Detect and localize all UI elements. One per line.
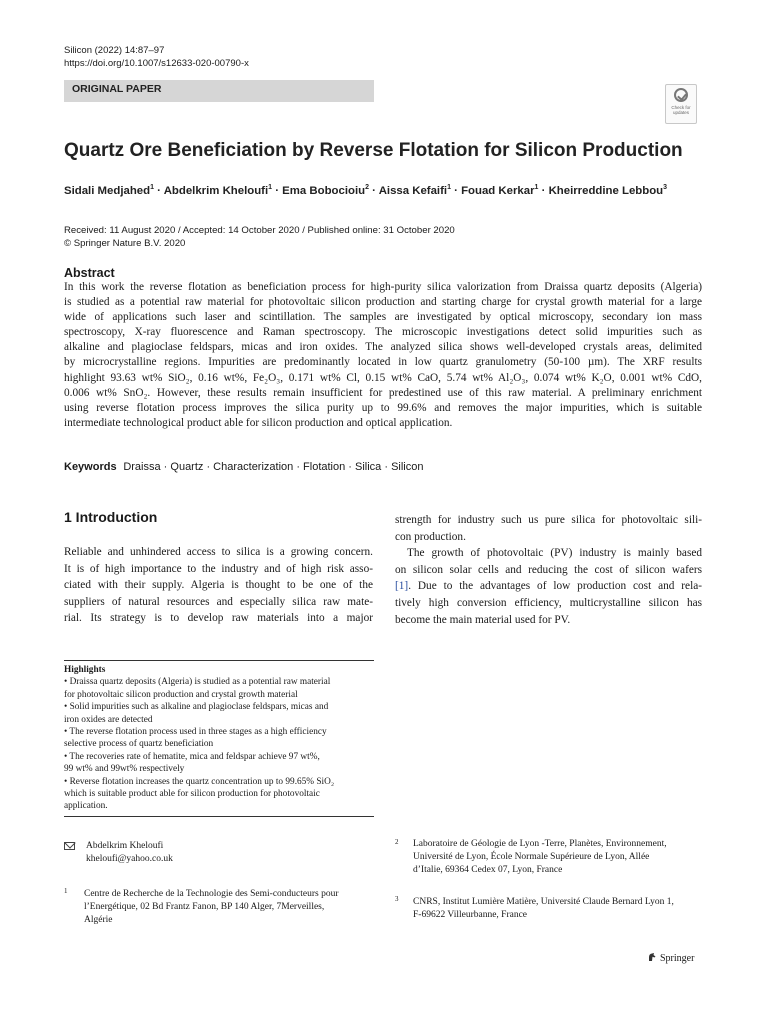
publisher-name: Springer — [660, 953, 695, 964]
author-name[interactable]: Ema Bobocioiu — [282, 184, 366, 197]
author-affiliation-mark: 1 — [534, 184, 539, 191]
doi-link[interactable]: https://doi.org/10.1007/s12633-020-00790-x — [64, 58, 249, 69]
highlight-line: • Draissa quartz deposits (Algeria) is studied as a potential raw material — [64, 677, 331, 688]
abstract-line: intermediate technological product able for silicon production and optical application. — [64, 416, 453, 429]
author-name[interactable]: Kheirreddine Lebbou — [548, 184, 664, 197]
affiliation-line: CNRS, Institut Lumière Matière, Université Claude Bernard Lyon 1, — [413, 897, 674, 907]
copyright-line: © Springer Nature B.V. 2020 — [64, 238, 186, 249]
journal-info — [64, 44, 249, 70]
author-affiliation-mark: 1 — [447, 184, 451, 191]
body-line: tively high conversion efficiency, multicrystalline silicon has — [395, 596, 702, 609]
highlight-line: • Solid impurities such as alkaline and plagioclase feldspars, micas and — [64, 702, 329, 713]
affiliation-number: 3 — [395, 895, 399, 903]
abstract-line: by microcrystalline regions. Impurities are predominantly located in low quartz granulometry (50-100 µm). The XRF results — [64, 356, 702, 369]
affiliation-line: Laboratoire de Géologie de Lyon -Terre, Planètes, Environnement, — [413, 839, 667, 849]
body-line-with-citation[interactable]: [1]. Due to the advantages of low production cost and rela- — [395, 580, 702, 593]
abstract-line: is studied as a potential raw material for photovoltaic silicon production and starting charge for crystal growth material for a large — [64, 296, 702, 309]
body-line: Reliable and unhindered access to silica is a growing concern. — [64, 546, 373, 558]
body-line: rial. Its strategy is to develop raw materials into a major — [64, 612, 373, 625]
paper-title: Quartz Ore Beneficiation by Reverse Flotation for Silicon Production — [64, 140, 683, 161]
highlight-line: • The recoveries rate of hematite, mica and feldspar achieve 97 wt%, — [64, 751, 320, 762]
corresponding-author-name: Abdelkrim Kheloufi — [86, 841, 164, 851]
article-type-banner — [64, 80, 374, 102]
author-list: Sidali Medjahed$^1$ · Abdelkrim Kheloufi$^1$ · Ema Bobocioiu$^2$ · Aissa Kefaifi$^1$ · Fouad Kerkar$^1$ · Kheirreddine Lebbou$^3$ — [64, 184, 668, 197]
affiliation-3 — [413, 896, 674, 922]
highlight-line: • The reverse flotation process used in three stages as a high efficiency — [64, 726, 327, 737]
body-line: suppliers of natural resources and especially silica raw mate- — [64, 595, 373, 608]
section-heading-introduction: 1 Introduction — [64, 509, 158, 525]
affiliation-line: Algérie — [84, 915, 113, 926]
highlight-line: 99 wt% and 99wt% respectively — [64, 764, 185, 775]
keywords — [64, 461, 423, 473]
corresponding-author-email[interactable]: kheloufi@yahoo.co.uk — [86, 854, 173, 865]
intro-left-column — [64, 544, 373, 627]
check-icon — [674, 88, 688, 102]
abstract-body — [64, 280, 702, 431]
abstract-line: spectroscopy, X-ray fluorescence and Raman spectroscopy. The microscopic investigations detect solid impurities such as — [64, 326, 702, 339]
dates-line: Received: 11 August 2020 / Accepted: 14 October 2020 / Published online: 31 October 2020 — [64, 225, 455, 236]
springer-horse-icon — [647, 952, 657, 962]
body-line: strength for industry such us pure silica for photovoltaic sili- — [395, 514, 702, 526]
publication-dates — [64, 224, 455, 250]
envelope-icon — [64, 842, 75, 850]
affiliation-2 — [413, 838, 667, 878]
highlight-line: • Reverse flotation increases the quartz concentration up to 99.65% SiO₂ — [64, 776, 335, 787]
highlight-line: which is suitable product able for silicon production for photovoltaic — [64, 788, 320, 799]
author-name[interactable]: Fouad Kerkar — [461, 184, 535, 197]
article-type: ORIGINAL PAPER — [72, 83, 162, 95]
abstract-line: wide of applications such laser and scintillation. The samples are investigated by optical microscopy, secondary ion mass — [64, 311, 702, 324]
affiliation-line: Centre de Recherche de la Technologie des Semi-conducteurs pour — [84, 889, 339, 899]
journal-citation: Silicon (2022) 14:87–97 — [64, 45, 165, 56]
highlights-box — [64, 660, 374, 817]
body-line: on silicon solar cells and reducing the cost of silicon wafers — [395, 563, 702, 576]
affiliation-1 — [84, 888, 339, 928]
check-for-updates-badge[interactable] — [665, 84, 697, 124]
intro-right-column — [395, 512, 702, 628]
affiliation-line: Université de Lyon, École Normale Supérieure de Lyon, Allée — [413, 852, 650, 863]
affiliation-number: 1 — [64, 887, 68, 895]
abstract-heading: Abstract — [64, 266, 115, 280]
body-line: become the main material used for PV. — [395, 613, 571, 626]
affiliation-number: 2 — [395, 838, 399, 846]
author-affiliation-mark: 1 — [268, 184, 273, 191]
author-affiliation-mark: 1 — [150, 184, 154, 191]
keywords-label: Keywords — [64, 461, 117, 473]
highlights-heading: Highlights — [64, 665, 106, 675]
author-affiliation-mark: 2 — [365, 184, 369, 191]
publisher-footer — [647, 952, 694, 964]
author-name[interactable]: Aissa Kefaifi — [378, 184, 448, 197]
abstract-line: In this work the reverse flotation as beneficiation process for high-purity silica valorization from Draissa quartz deposits (Algeria) — [64, 281, 702, 293]
body-line: ciated with their supply. Algeria is thought to be one of the — [64, 579, 373, 592]
abstract-line: 0.006 wt% SnO₂. However, these results remain insufficient for predestined use of this raw material. A preliminary enrichment — [64, 386, 702, 399]
author-affiliation-mark: 3 — [663, 184, 668, 191]
author-name[interactable]: Abdelkrim Kheloufi — [163, 184, 269, 197]
abstract-line: alkaline and plagioclase feldspars, micas and iron oxides. The analyzed silica shows well-developed crystals areas, delimited — [64, 341, 702, 354]
abstract-line: highlight 93.63 wt% SiO₂, 0.16 wt%, Fe₂O₃, 0.171 wt% Cl, 0.15 wt% CaO, 5.74 wt% Al₂O₃, 0.074 wt% K₂O, 0.001 wt% CdO, — [64, 371, 702, 384]
abstract-line: using reverse flotation process improves the silica purity up to 99.6% and removes the major impurities, which is suitable — [64, 401, 702, 414]
body-line: It is of high importance to the industry and of high risk asso- — [64, 562, 373, 575]
highlight-line: for photovoltaic silicon production and crystal growth material — [64, 689, 298, 700]
body-line: The growth of photovoltaic (PV) industry is mainly based — [407, 547, 702, 560]
check-for-updates-label: Check for updates — [671, 105, 691, 115]
author-name[interactable]: Sidali Medjahed — [64, 184, 151, 197]
affiliation-line: d’Italie, 69364 Cedex 07, Lyon, France — [413, 865, 563, 876]
highlight-line: selective process of quartz beneficiation — [64, 739, 214, 750]
affiliation-line: l’Energétique, 02 Bd Frantz Fanon, BP 140 Alger, 7Merveilles, — [84, 902, 325, 913]
highlight-line: iron oxides are detected — [64, 714, 153, 725]
corresponding-author — [64, 840, 173, 866]
keywords-list: Draissa · Quartz · Characterization · Flotation · Silica · Silicon — [123, 461, 424, 473]
citation-link[interactable]: [1] — [395, 580, 409, 593]
body-line: con production. — [395, 530, 466, 543]
affiliation-line: F-69622 Villeurbanne, France — [413, 910, 528, 921]
highlight-line: application. — [64, 801, 108, 812]
